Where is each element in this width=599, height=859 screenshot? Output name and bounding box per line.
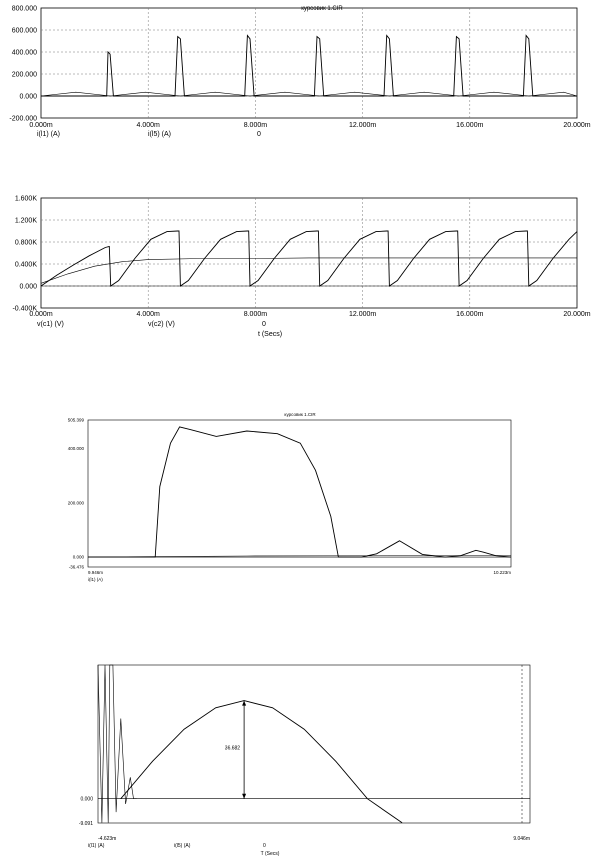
chart-3-legend-item-1: i(l1) (A): [88, 577, 103, 582]
y-tick-label: 400.000: [67, 446, 84, 452]
chart-3-series: [88, 427, 511, 557]
x-tick-label: 10.223m: [493, 570, 511, 575]
chart-1-legend-item-3: 0: [257, 131, 261, 138]
series-line-1: [41, 36, 577, 97]
x-tick-label: 4.000m: [136, 311, 160, 318]
x-tick-label: 16.000m: [456, 122, 484, 129]
chart-2: [12, 195, 590, 338]
chart-2-frame: [41, 198, 577, 308]
chart-1-y-tick-labels: [9, 5, 37, 122]
chart-1: [9, 5, 590, 138]
x-tick-label: 20.000m: [563, 311, 591, 318]
x-tick-label: 16.000m: [456, 311, 484, 318]
chart-1-legend-item-1: i(l1) (A): [37, 131, 60, 138]
y-tick-label: 505.399: [67, 417, 84, 423]
chart-1-series: [41, 36, 577, 97]
chart-2-legend-item-3: 0: [262, 321, 266, 328]
series-line-2: [41, 258, 577, 283]
x-tick-label: 0.000m: [29, 122, 53, 129]
y-tick-label: 0.000: [19, 93, 37, 101]
y-tick-label: 0.000: [80, 796, 93, 803]
series-line-2: [41, 92, 577, 96]
chart-2-legend-item-1: v(c1) (V): [37, 321, 64, 328]
x-tick-label: 8.000m: [243, 311, 268, 318]
y-tick-label: 200.000: [67, 500, 84, 506]
x-tick-label: 20.000m: [563, 122, 591, 129]
y-tick-label: 1.600K: [14, 195, 37, 203]
y-tick-label: 0.000: [72, 554, 84, 560]
y-tick-label: -36.476: [68, 564, 84, 570]
chart-1-title: курсовик 1.CIR: [301, 6, 343, 12]
chart-2-legend-item-2: v(c2) (V): [148, 321, 175, 328]
series-line-2: [98, 665, 137, 823]
chart-3-x-tick-labels: [88, 570, 511, 575]
chart-1-legend-item-2: i(l5) (A): [148, 131, 171, 138]
y-tick-label: 800.000: [11, 5, 37, 13]
chart-4-legend-item-3: 0: [263, 843, 266, 849]
chart-4: [79, 665, 530, 857]
x-tick-label: 4.000m: [136, 122, 160, 129]
y-tick-label: -200.000: [9, 115, 37, 123]
y-tick-label: 0.400K: [14, 261, 37, 269]
chart-4-legend-item-1: i(l1) (A): [88, 843, 105, 849]
y-tick-label: 0.000: [19, 283, 37, 291]
y-tick-label: 200.000: [11, 71, 37, 79]
series-line-1: [121, 701, 402, 823]
chart-4-amplitude-annotation: [225, 665, 522, 823]
arrow-down-icon: [242, 794, 246, 799]
chart-1-x-tick-labels: [29, 122, 590, 129]
x-tick-label: 0.000m: [29, 311, 53, 318]
series-line-1: [88, 427, 511, 557]
x-tick-label: 9.946m: [88, 570, 104, 575]
chart-3-y-tick-labels: [68, 418, 85, 570]
x-tick-label: 12.000m: [348, 311, 377, 318]
chart-4-series: [98, 665, 530, 823]
chart-4-legend-item-2: i(l5) (A): [174, 843, 191, 849]
y-tick-label: 400.000: [11, 49, 37, 57]
y-tick-label: 600.000: [11, 27, 37, 35]
chart-4-x-tick-labels: [98, 836, 530, 842]
chart-4-y-tick-labels: [79, 796, 93, 826]
chart-1-frame: [41, 8, 577, 118]
chart-2-x-tick-labels: [29, 311, 590, 318]
amplitude-label: 36.682: [224, 745, 241, 752]
chart-4-xlabel: T (Secs): [260, 851, 280, 857]
x-tick-label: -4.623m: [98, 836, 117, 842]
y-tick-label: -0.400K: [12, 305, 37, 313]
chart-1-grid: [41, 8, 577, 118]
x-tick-label: 8.000m: [243, 122, 268, 129]
series-line-1: [41, 231, 577, 286]
y-tick-label: 1.200K: [14, 217, 37, 225]
chart-2-grid: [41, 198, 577, 308]
chart-3: [68, 412, 512, 582]
chart-3-frame: [88, 420, 511, 567]
x-tick-label: 9.046m: [513, 836, 530, 842]
chart-3-title: курсовик 1.CIR: [284, 412, 316, 417]
chart-2-series: [41, 231, 577, 286]
chart-2-y-tick-labels: [12, 195, 37, 312]
chart-4-frame: [98, 665, 530, 823]
y-tick-label: -9.091: [78, 820, 93, 827]
y-tick-label: 0.800K: [14, 239, 37, 247]
chart-2-xlabel: t (Secs): [257, 331, 283, 338]
x-tick-label: 12.000m: [348, 122, 377, 129]
